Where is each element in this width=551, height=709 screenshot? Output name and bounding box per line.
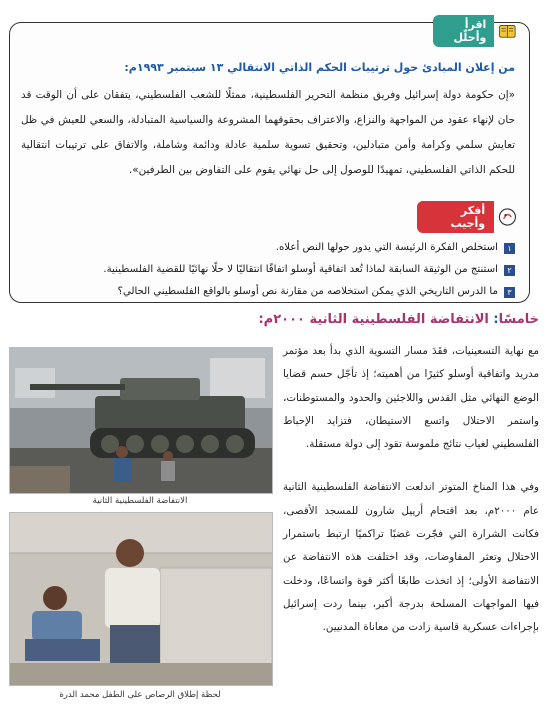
muhammad-durrah-photo — [9, 512, 273, 686]
read-analyze-box — [9, 18, 530, 303]
question-item — [21, 281, 515, 303]
question-item — [21, 259, 515, 281]
durrah-scene-illustration — [10, 513, 272, 685]
question-text: ما الدرس التاريخي الذي يمكن استخلاصه من مقارنة نص أوسلو بالواقع الفلسطيني الحالي؟ — [117, 286, 498, 297]
read-analyze-label: اقرأ وأحلّل — [433, 15, 494, 47]
intifada-tank-photo — [9, 347, 273, 494]
questions-list — [21, 237, 515, 303]
body-paragraph-1: مع نهاية التسعينيات، فقَدَ مسار التسوية الذي بدأ بعد مؤتمر مدريد واتفاقية أوسلو كثيرًا من أهميته؛ إذ تأجّل حسم قضايا الوضع النهائي مثل القدس واللاجئين والحدود والمستوطنات، واستمر الاحتلال واتسع الاستيطان، فتزايد الإحباط الفلسطيني لغياب نتائج ملموسة تقود إلى دولة مستقلة. — [283, 345, 539, 451]
photo-caption-1: الانتفاضة الفلسطينية الثانية — [92, 496, 188, 506]
question-text: استنتج من الوثيقة السابقة لماذا تُعد اتفاقية أوسلو اتفاقًا انتقاليًا لا حلًا نهائيًا للقضية الفلسطينية. — [103, 264, 498, 275]
section-prefix: خامسًا — [498, 312, 539, 327]
think-answer-badge — [417, 205, 517, 229]
book-icon — [498, 19, 517, 43]
question-text: استخلص الفكرة الرئيسة التي يدور حولها النص أعلاه. — [275, 242, 498, 253]
question-number: ١ — [504, 243, 515, 254]
question-number: ٣ — [504, 287, 515, 298]
section-body — [283, 340, 539, 660]
think-answer-label: أفكر وأجيب — [417, 201, 494, 233]
question-number: ٢ — [504, 265, 515, 276]
section-title: الانتفاضة الفلسطينية الثانية ٢٠٠٠م: — [258, 312, 489, 327]
read-analyze-badge — [433, 17, 517, 45]
photo-caption-2: لحظة إطلاق الرصاص على الطفل محمد الدرة — [59, 690, 221, 700]
question-item — [21, 237, 515, 259]
tank-scene-illustration — [10, 348, 272, 493]
thinking-head-icon — [498, 207, 517, 227]
section-heading: خامسًا: الانتفاضة الفلسطينية الثانية ٢٠٠٠م: — [258, 312, 539, 327]
document-quote: «إن حكومة دولة إسرائيل وفريق منظمة التحرير الفلسطينية، ممثلًا للشعب الفلسطيني، يتفقان على أن الوقت قد حان لإنهاء عقود من المواجهة والنزاع، والاعتراف بحقوقهما المشروعة والسياسية المتبادلة، والسعي للعيش في ظل تعايش سلمي وكرامة وأمن متبادلين، وتحقيق تسوية سلمية عادلة ودائمة وشاملة، والاتفاق على ترتيبات انتقالية للحكم الذاتي الفلسطيني، تمهيدًا للوصول إلى حل نهائي يقوم على التفاوض بين الطرفين». — [21, 89, 515, 176]
document-title: من إعلان المبادئ حول ترتيبات الحكم الذاتي الانتقالي ١٣ سبتمبر ١٩٩٣م: — [124, 61, 515, 74]
body-paragraph-2: وفي هذا المناخ المتوتر اندلعت الانتفاضة الفلسطينية الثانية عام ٢٠٠٠م، بعد اقتحام أرييل شارون للمسجد الأقصى، فكانت الشرارة التي فجّرت غضبًا تراكميًا ارتبط باستمرار الاحتلال وتعثر المفاوضات، وقد اختلفت هذه الانتفاضة عن الانتفاضة الأولى؛ إذ اتخذت طابعًا أكثر قوة واتساعًا، ودخلت فيها المواجهات المسلحة بدرجة أكبر، بينما ردت إسرائيل بإجراءات عسكرية قاسية زادت من معاناة المدنيين. — [283, 481, 539, 634]
